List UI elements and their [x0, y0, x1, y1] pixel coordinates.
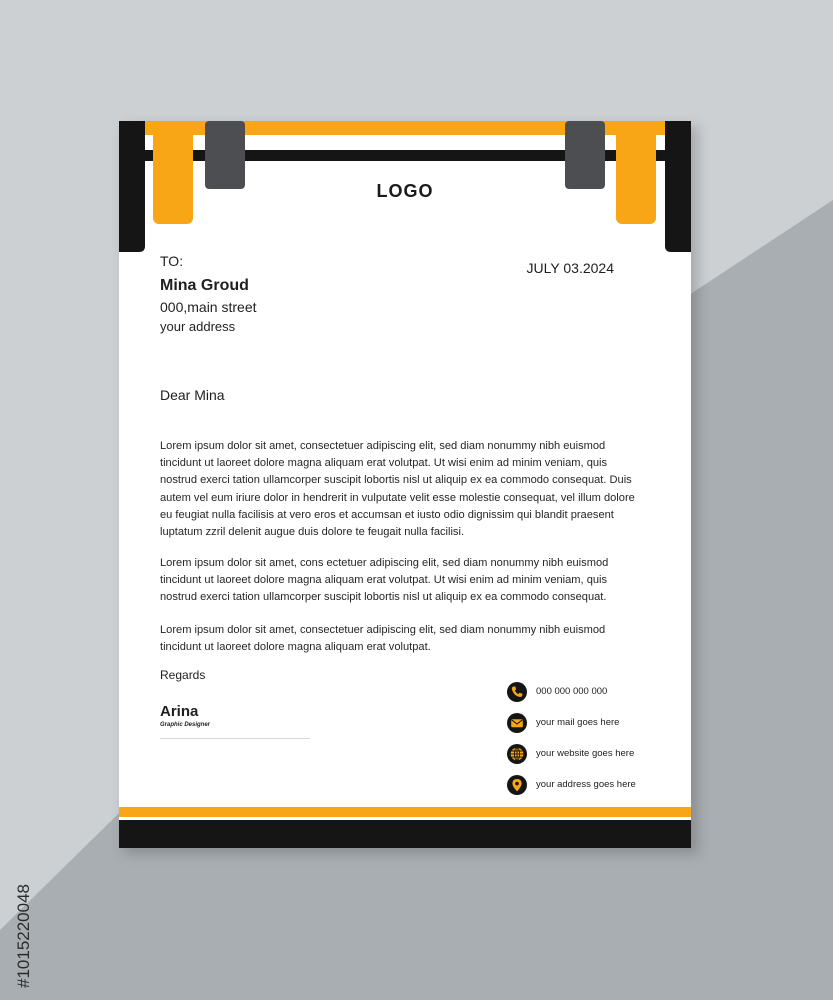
- mail-icon: [507, 713, 527, 733]
- letter-date: JULY 03.2024: [526, 260, 614, 276]
- closing-regards: Regards: [160, 668, 206, 682]
- body-paragraph-2: Lorem ipsum dolor sit amet, cons ectetuer adipiscing elit, sed diam nonummy nibh euismod tincidunt ut laoreet dolore magna aliquam erat volutpat. Ut wisi enim ad minim veniam, quis nostrud exerci tation ullamcorper suscipit lobortis nisl ut aliquip ex ea commodo consequat.: [160, 557, 609, 604]
- letterhead-page: [119, 121, 691, 848]
- stock-id-text: #1015220048: [14, 883, 33, 988]
- contact-phone-text: 000 000 000 000: [536, 686, 608, 697]
- globe-icon: [507, 744, 527, 764]
- salutation: Dear Mina: [160, 387, 225, 403]
- logo-text: LOGO: [376, 181, 434, 201]
- location-pin-icon: [507, 775, 527, 795]
- body-paragraph-1: Lorem ipsum dolor sit amet, consectetuer adipiscing elit, sed diam nonummy nibh euismod tincidunt ut laoreet dolore magna aliquam erat volutpat. Ut wisi enim ad minim veniam, quis nostrud exerci tation ullamcorper suscipit lobortis nisl ut aliquip ex ea commodo consequat. Duis autem vel eum iriure dolor in hendrerit in vulputate velit esse molestie consequat, vel illum dolore eu feugiat nulla facilisis at vero eros et accumsan et iusto odio dignissim qui blandit praesent luptatum zzril delenit augue duis dolore te feugait nulla facilisi.: [160, 440, 635, 539]
- footer-dark-bar: [119, 820, 691, 848]
- recipient-street: 000,main street: [160, 299, 257, 315]
- contact-website-text: your website goes here: [536, 748, 635, 759]
- phone-icon: [507, 682, 527, 702]
- contact-location-text: your address goes here: [536, 779, 636, 790]
- footer-accent-bar: [119, 807, 691, 817]
- signer-name: Arina: [160, 703, 199, 720]
- body-paragraph-3: Lorem ipsum dolor sit amet, consectetuer adipiscing elit, sed diam nonummy nibh euismod tincidunt ut laoreet dolore magna aliquam erat volutpat.: [160, 624, 606, 654]
- stock-id-watermark: [0, 740, 40, 1000]
- recipient-address: your address: [160, 319, 236, 334]
- contact-email-text: your mail goes here: [536, 717, 620, 728]
- recipient-name: Mina Groud: [160, 277, 249, 294]
- signature-line: [160, 738, 310, 739]
- to-label: TO:: [160, 253, 184, 269]
- signer-role: Graphic Designer: [160, 722, 211, 728]
